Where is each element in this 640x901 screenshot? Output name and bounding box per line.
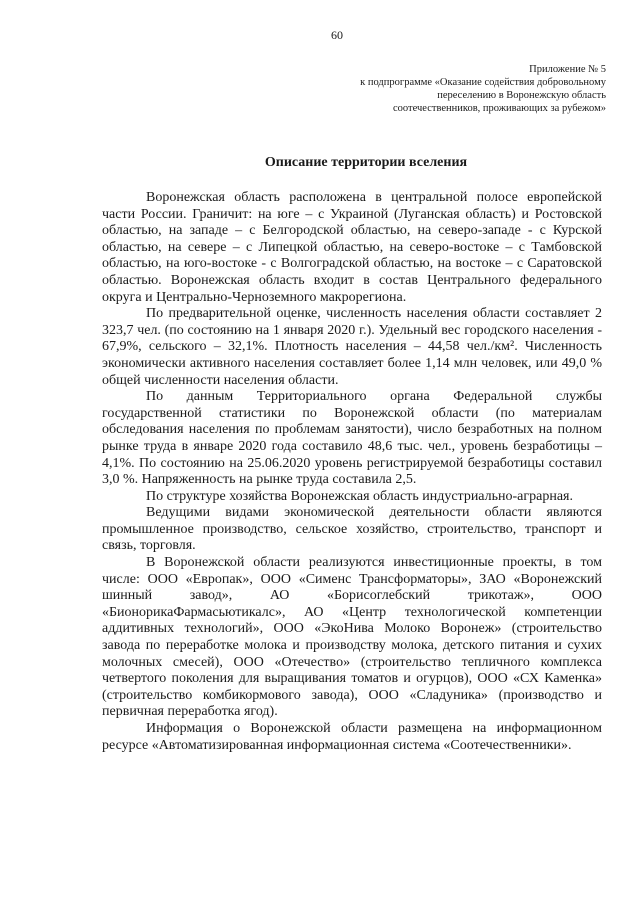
appendix-line: к подпрограмме «Оказание содействия добровольному: [360, 77, 606, 88]
appendix-line: соотечественников, проживающих за рубежом»: [393, 103, 606, 114]
paragraph-information-resource: Информация о Воронежской области размещена на информационном ресурсе «Автоматизированная информационная система «Соотечественники».: [102, 721, 602, 753]
appendix-line: Приложение № 5: [529, 64, 606, 75]
appendix-header: [102, 63, 606, 115]
paragraph-employment: По данным Территориального органа Федеральной службы государственной статистики по Воронежской области (по материалам обследования населения по проблемам занятости), число безработных на полном рынке труда в январе 2020 года составило 48,6 тыс. чел., уровень безработицы – 4,1%. По состоянию на 25.06.2020 уровень регистрируемой безработицы составил 3,0 %. Напряженность на рынке труда составила 2,5.: [102, 389, 602, 488]
paragraph-population: По предварительной оценке, численность населения области составляет 2 323,7 чел. (по состоянию на 1 января 2020 г.). Удельный вес городского населения - 67,9%, сельского – 32,1%. Плотность населения – 44,58 чел./км². Численность экономически активного населения составляет более 1,14 млн человек, или 49,0 % общей численности населения области.: [102, 306, 602, 388]
document-title: Описание территории вселения: [264, 155, 468, 170]
page-number: 60: [331, 28, 343, 42]
paragraph-economic-activities: Ведущими видами экономической деятельности области являются промышленное производство, сельское хозяйство, строительство, транспорт и связь, торговля.: [102, 505, 602, 554]
appendix-line: переселению в Воронежскую область: [437, 90, 606, 101]
paragraph-investment-projects: В Воронежской области реализуются инвестиционные проекты, в том числе: ООО «Европак», ООО «Сименс Трансформаторы», ЗАО «Воронежский шинный завод», АО «Борисоглебский трикотаж», ООО «БионорикаФармасьютикалс», АО «Центр технологической компетенции аддитивных технологий», ООО «ЭкоНива Молоко Воронеж» (строительство завода по переработке молока и производству молока, детского питания и сухих молочных смесей), ООО «Отечество» (строительство тепличного комплекса четвертого поколения для выращивания томатов и огурцов), ООО «СХ Каменка» (строительство комбикормового завода), ООО «Сладуника» (производство и первичная переработка ягод).: [102, 555, 602, 720]
document-body: [102, 190, 602, 754]
paragraph-location: Воронежская область расположена в центральной полосе европейской части России. Граничит: на юге – с Украиной (Луганская область) и Ростовской областью, на западе – с Белгородской областью, на северо-западе - с Курской областью, на севере – с Липецкой областью, на северо-востоке – с Тамбовской областью, на юго-востоке - с Волгоградской областью, на востоке – с Саратовской областью. Воронежская область входит в состав Центрального федерального округа и Центрально-Черноземного макрорегиона.: [102, 190, 602, 305]
paragraph-economy-structure: По структуре хозяйства Воронежская область индустриально-аграрная.: [146, 488, 573, 504]
